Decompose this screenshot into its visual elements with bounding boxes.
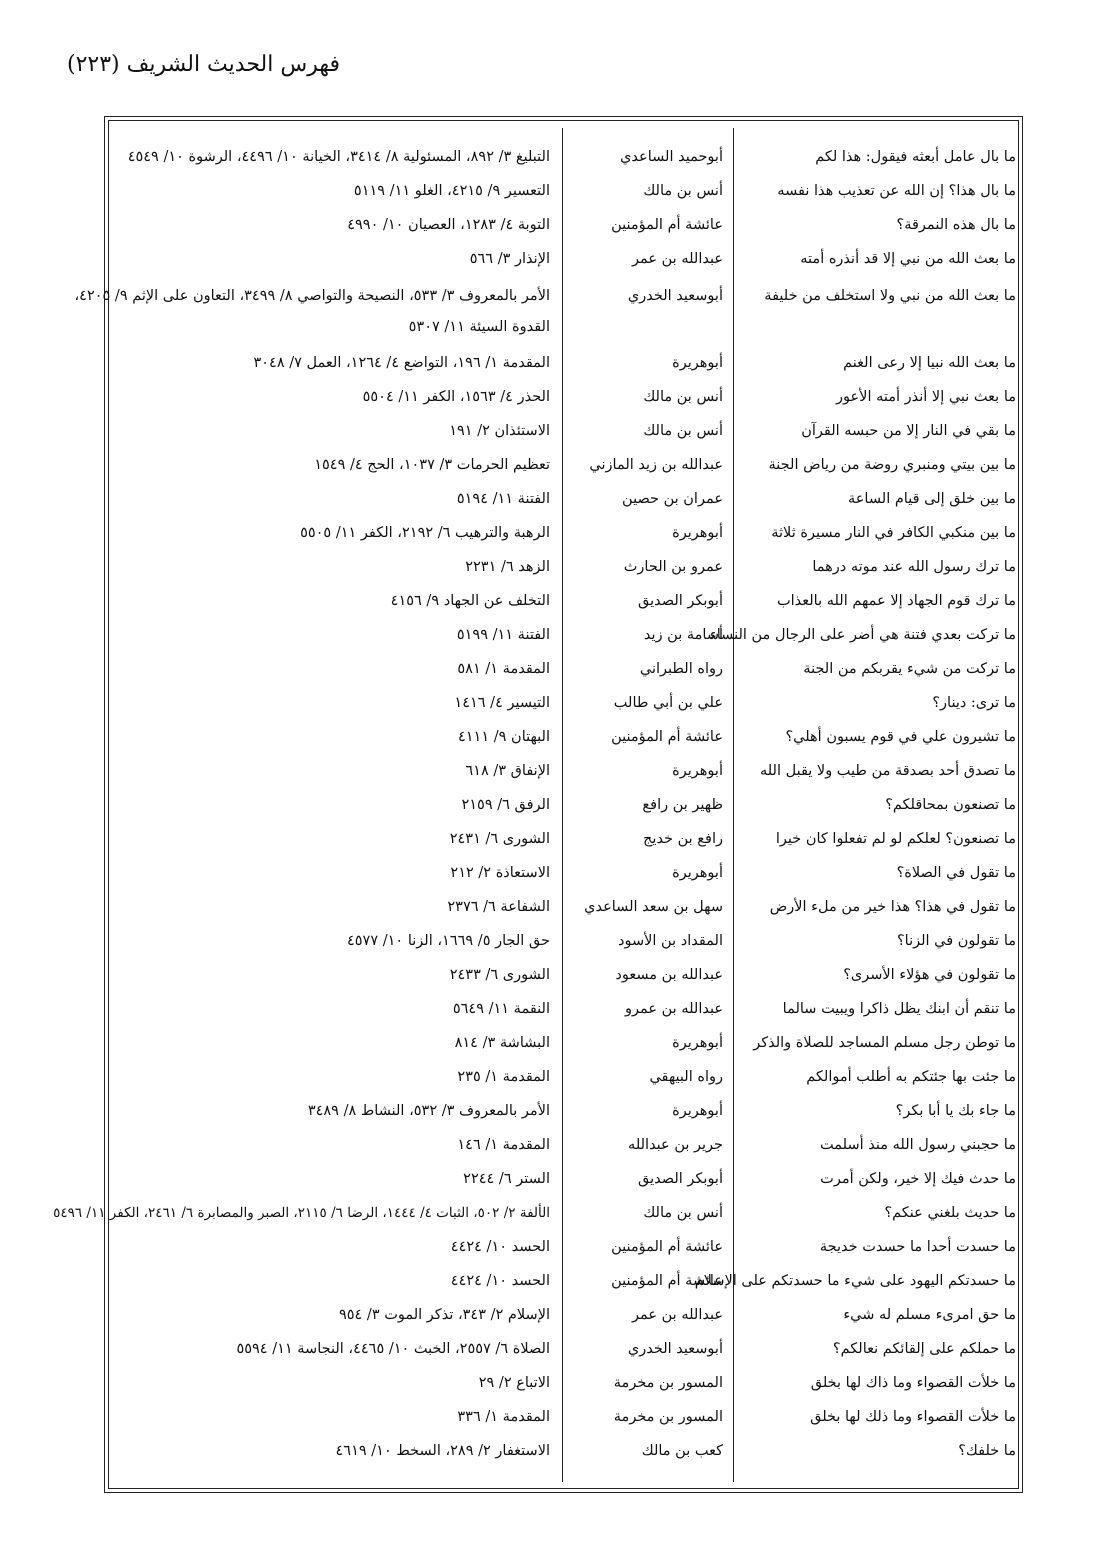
hadith-text-cell xyxy=(740,310,1016,344)
hadith-text-cell: ما بعث الله من نبي إلا قد أنذره أمته xyxy=(800,251,1016,267)
table-row xyxy=(0,279,1115,313)
narrator-cell: أنس بن مالك xyxy=(643,423,723,439)
hadith-text-cell: ما حملكم على إلقائكم نعالكم؟ xyxy=(832,1341,1016,1357)
hadith-text-cell: ما تقولون في هؤلاء الأسرى؟ xyxy=(843,967,1016,983)
references-cell: الرفق ٦/ ٢١٥٩ xyxy=(461,797,550,813)
table-row xyxy=(0,448,1115,482)
table-row xyxy=(0,1264,1115,1298)
table-row xyxy=(0,924,1115,958)
references-cell: الشفاعة ٦/ ٢٣٧٦ xyxy=(447,899,550,915)
narrator-cell: عبدالله بن مسعود xyxy=(615,967,723,983)
narrator-cell: أنس بن مالك xyxy=(643,389,723,405)
hadith-text-cell: ما بعث الله من نبي ولا استخلف من خليفة xyxy=(764,288,1016,304)
table-row xyxy=(0,618,1115,652)
hadith-text-cell: ما بين منكبي الكافر في النار مسيرة ثلاثة xyxy=(771,525,1016,541)
table-row xyxy=(0,1026,1115,1060)
hadith-text-cell: ما ترك رسول الله عند موته درهما xyxy=(812,559,1016,575)
table-row xyxy=(0,1230,1115,1264)
table-row xyxy=(0,584,1115,618)
references-cell: المقدمة ١/ ٥٨١ xyxy=(457,661,550,677)
hadith-text-cell: ما بال عامل أبعثه فيقول: هذا لكم xyxy=(815,149,1016,165)
table-row xyxy=(0,822,1115,856)
hadith-text-cell: ما بال هذا؟ إن الله عن تعذيب هذا نفسه xyxy=(777,183,1016,199)
narrator-cell: كعب بن مالك xyxy=(641,1443,723,1459)
table-row xyxy=(0,1196,1115,1230)
table-row xyxy=(0,516,1115,550)
table-row xyxy=(0,1162,1115,1196)
narrator-cell: جرير بن عبدالله xyxy=(628,1137,723,1153)
references-cell: المقدمة ١/ ١٤٦ xyxy=(457,1137,550,1153)
narrator-cell: أبوسعيد الخدري xyxy=(627,1341,723,1357)
hadith-text-cell: ما بين خلق إلى قيام الساعة xyxy=(848,491,1016,507)
narrator-cell: عائشة أم المؤمنين xyxy=(611,729,723,745)
table-row xyxy=(0,482,1115,516)
table-row xyxy=(0,1060,1115,1094)
hadith-text-cell: ما تركت من شيء يقربكم من الجنة xyxy=(803,661,1016,677)
references-cell: التيسير ٤/ ١٤١٦ xyxy=(454,695,550,711)
table-row xyxy=(0,380,1115,414)
references-cell: حق الجار ٥/ ١٦٦٩، الزنا ١٠/ ٤٥٧٧ xyxy=(346,933,550,949)
hadith-text-cell: ما تشيرون علي في قوم يسبون أهلي؟ xyxy=(785,729,1016,745)
table-row xyxy=(0,720,1115,754)
references-cell: الاتباع ٢/ ٢٩ xyxy=(478,1375,550,1391)
references-cell: الألفة ٢/ ٥٠٢، الثبات ٤/ ١٤٤٤، الرضا ٦/ ٢١١٥، الصبر والمصابرة ٦/ ٢٤٦١، الكفر ١١/ ٥٤٩٦ xyxy=(53,1205,550,1221)
table-row xyxy=(0,174,1115,208)
references-cell: الإنذار ٣/ ٥٦٦ xyxy=(469,251,550,267)
references-cell: الفتنة ١١/ ٥١٩٤ xyxy=(456,491,550,507)
table-row xyxy=(0,890,1115,924)
narrator-cell: أبوحميد الساعدي xyxy=(620,149,723,165)
hadith-text-cell: ما جئت بها جئتكم به أطلب أموالكم xyxy=(806,1069,1016,1085)
hadith-text-cell: ما حدث فيك إلا خير، ولكن أمرت xyxy=(820,1171,1016,1187)
hadith-text-cell: ما بعث نبي إلا أنذر أمته الأعور xyxy=(836,389,1016,405)
references-cell: الشورى ٦/ ٢٤٣٣ xyxy=(449,967,550,983)
references-cell: الصلاة ٦/ ٢٥٥٧، الخبث ١٠/ ٤٤٦٥، النجاسة ١١/ ٥٥٩٤ xyxy=(236,1341,550,1357)
references-cell: الرهبة والترهيب ٦/ ٢١٩٢، الكفر ١١/ ٥٥٠٥ xyxy=(300,525,550,541)
hadith-text-cell: ما تقول في الصلاة؟ xyxy=(896,865,1016,881)
hadith-text-cell: ما بعث الله نبيا إلا رعى الغنم xyxy=(843,355,1016,371)
references-cell: الاستعاذة ٢/ ٢١٢ xyxy=(450,865,550,881)
hadith-text-cell: ما تصدق أحد بصدقة من طيب ولا يقبل الله xyxy=(759,763,1016,779)
hadith-text-cell: ما خلفك؟ xyxy=(958,1443,1016,1459)
references-cell: الاستئذان ٢/ ١٩١ xyxy=(449,423,550,439)
table-row xyxy=(0,242,1115,276)
hadith-text-cell: ما حسدتكم اليهود على شيء ما حسدتكم على الإسلام xyxy=(694,1273,1016,1289)
table-row xyxy=(0,754,1115,788)
table-row xyxy=(0,550,1115,584)
table-row xyxy=(0,140,1115,174)
references-cell: الفتنة ١١/ ٥١٩٩ xyxy=(456,627,550,643)
narrator-cell: المسور بن مخرمة xyxy=(613,1409,723,1425)
narrator-cell: أبوسعيد الخدري xyxy=(627,288,723,304)
narrator-cell: المسور بن مخرمة xyxy=(613,1375,723,1391)
hadith-text-cell: ما حسدت أحدا ما حسدت خديجة xyxy=(819,1239,1016,1255)
references-cell: الستر ٦/ ٢٢٤٤ xyxy=(463,1171,550,1187)
narrator-cell xyxy=(570,310,723,344)
narrator-cell: عبدالله بن زيد المازني xyxy=(589,457,723,473)
references-cell: التعسير ٩/ ٤٢١٥، الغلو ١١/ ٥١١٩ xyxy=(353,183,550,199)
table-row-continuation xyxy=(0,310,1115,344)
references-cell: الأمر بالمعروف ٣/ ٥٣٢، النشاط ٨/ ٣٤٨٩ xyxy=(307,1103,550,1119)
hadith-text-cell: ما خلأت القصواء وما ذاك لها بخلق xyxy=(810,1375,1016,1391)
narrator-cell: علي بن أبي طالب xyxy=(613,695,723,711)
narrator-cell: ظهير بن رافع xyxy=(642,797,723,813)
page-header: فهرس الحديث الشريف (٢٢٣) xyxy=(66,52,340,77)
narrator-cell: أبوهريرة xyxy=(672,763,723,779)
references-cell: القدوة السيئة ١١/ ٥٣٠٧ xyxy=(408,319,550,335)
narrator-cell: أبوهريرة xyxy=(672,355,723,371)
table-row xyxy=(0,1332,1115,1366)
hadith-text-cell: ما تقول في هذا؟ هذا خير من ملء الأرض xyxy=(769,899,1016,915)
table-row xyxy=(0,958,1115,992)
hadith-text-cell: ما تصنعون؟ لعلكم لو لم تفعلوا كان خيرا xyxy=(775,831,1016,847)
references-cell: الأمر بالمعروف ٣/ ٥٣٣، النصيحة والتواصي ٨/ ٣٤٩٩، التعاون على الإثم ٩/ ٤٢٠٥، xyxy=(74,288,550,304)
hadith-text-cell: ما حديث بلغني عنكم؟ xyxy=(884,1205,1016,1221)
narrator-cell: أبوهريرة xyxy=(672,865,723,881)
table-row xyxy=(0,1094,1115,1128)
table-row xyxy=(0,1366,1115,1400)
references-cell: التخلف عن الجهاد ٩/ ٤١٥٦ xyxy=(390,593,550,609)
narrator-cell: أبوهريرة xyxy=(672,525,723,541)
narrator-cell: المقداد بن الأسود xyxy=(618,933,723,949)
hadith-text-cell: ما تصنعون بمحاقلكم؟ xyxy=(885,797,1016,813)
hadith-text-cell: ما توطن رجل مسلم المساجد للصلاة والذكر xyxy=(753,1035,1016,1051)
references-cell: الحذر ٤/ ١٥٦٣، الكفر ١١/ ٥٥٠٤ xyxy=(362,389,550,405)
narrator-cell: أبوبكر الصديق xyxy=(638,1171,723,1187)
table-row xyxy=(0,686,1115,720)
hadith-text-cell: ما جاء بك يا أبا بكر؟ xyxy=(895,1103,1016,1119)
references-cell: الإنفاق ٣/ ٦١٨ xyxy=(465,763,550,779)
references-cell: الحسد ١٠/ ٤٤٢٤ xyxy=(450,1239,550,1255)
references-cell: التوبة ٤/ ١٢٨٣، العصيان ١٠/ ٤٩٩٠ xyxy=(347,217,550,233)
narrator-cell: عبدالله بن عمر xyxy=(632,251,723,267)
table-row xyxy=(0,1298,1115,1332)
references-cell: الشورى ٦/ ٢٤٣١ xyxy=(449,831,550,847)
narrator-cell: عائشة أم المؤمنين xyxy=(611,1239,723,1255)
narrator-cell: عبدالله بن عمر xyxy=(632,1307,723,1323)
narrator-cell: عائشة أم المؤمنين xyxy=(611,217,723,233)
narrator-cell: أنس بن مالك xyxy=(643,183,723,199)
table-row xyxy=(0,856,1115,890)
references-cell: البهتان ٩/ ٤١١١ xyxy=(457,729,550,745)
narrator-cell: عبدالله بن عمرو xyxy=(625,1001,723,1017)
references-cell: تعظيم الحرمات ٣/ ١٠٣٧، الحج ٤/ ١٥٤٩ xyxy=(314,457,550,473)
references-cell: البشاشة ٣/ ٨١٤ xyxy=(454,1035,550,1051)
table-row xyxy=(0,992,1115,1026)
table-row xyxy=(0,652,1115,686)
table-row xyxy=(0,1434,1115,1468)
table-row xyxy=(0,208,1115,242)
hadith-text-cell: ما تركت بعدي فتنة هي أضر على الرجال من النساء xyxy=(709,627,1016,643)
narrator-cell: أسامة بن زيد xyxy=(643,627,723,643)
hadith-text-cell: ما تقولون في الزنا؟ xyxy=(896,933,1016,949)
hadith-text-cell: ما خلأت القصواء وما ذلك لها بخلق xyxy=(810,1409,1016,1425)
hadith-text-cell: ما حق امرىء مسلم له شيء xyxy=(843,1307,1016,1323)
narrator-cell: أبوهريرة xyxy=(672,1035,723,1051)
hadith-text-cell: ما حجبني رسول الله منذ أسلمت xyxy=(820,1137,1016,1153)
hadith-text-cell: ما بين بيتي ومنبري روضة من رياض الجنة xyxy=(768,457,1016,473)
narrator-cell: أبوهريرة xyxy=(672,1103,723,1119)
references-cell: المقدمة ١/ ١٩٦، التواضع ٤/ ١٢٦٤، العمل ٧/ ٣٠٤٨ xyxy=(253,355,550,371)
references-cell: النقمة ١١/ ٥٦٤٩ xyxy=(452,1001,550,1017)
hadith-text-cell: ما بال هذه النمرقة؟ xyxy=(896,217,1016,233)
references-cell: الزهد ٦/ ٢٢٣١ xyxy=(465,559,550,575)
table-row xyxy=(0,788,1115,822)
table-row xyxy=(0,346,1115,380)
references-cell: الإسلام ٢/ ٣٤٣، تذكر الموت ٣/ ٩٥٤ xyxy=(338,1307,550,1323)
references-cell: المقدمة ١/ ٣٣٦ xyxy=(457,1409,550,1425)
hadith-text-cell: ما ترى: دينار؟ xyxy=(932,695,1016,711)
table-row xyxy=(0,1400,1115,1434)
table-row xyxy=(0,1128,1115,1162)
table-row xyxy=(0,414,1115,448)
hadith-text-cell: ما تنقم أن ابنك يظل ذاكرا ويبيت سالما xyxy=(782,1001,1016,1017)
narrator-cell: أنس بن مالك xyxy=(643,1205,723,1221)
narrator-cell: عمران بن حصين xyxy=(622,491,723,507)
narrator-cell: رواه البيهقي xyxy=(649,1069,723,1085)
hadith-text-cell: ما بقي في النار إلا من حبسه القرآن xyxy=(801,423,1016,439)
hadith-text-cell: ما ترك قوم الجهاد إلا عمهم الله بالعذاب xyxy=(776,593,1016,609)
narrator-cell: أبوبكر الصديق xyxy=(638,593,723,609)
references-cell: المقدمة ١/ ٢٣٥ xyxy=(457,1069,550,1085)
narrator-cell: عائشة أم المؤمنين xyxy=(611,1273,723,1289)
references-cell: الاستغفار ٢/ ٢٨٩، السخط ١٠/ ٤٦١٩ xyxy=(335,1443,550,1459)
narrator-cell: عمرو بن الحارث xyxy=(623,559,723,575)
references-cell: الحسد ١٠/ ٤٤٢٤ xyxy=(450,1273,550,1289)
references-cell: التبليغ ٣/ ٨٩٢، المسئولية ٨/ ٣٤١٤، الخيانة ١٠/ ٤٤٩٦، الرشوة ١٠/ ٤٥٤٩ xyxy=(127,149,550,165)
narrator-cell: رواه الطبراني xyxy=(639,661,723,677)
narrator-cell: سهل بن سعد الساعدي xyxy=(584,899,723,915)
narrator-cell: رافع بن خديج xyxy=(643,831,723,847)
